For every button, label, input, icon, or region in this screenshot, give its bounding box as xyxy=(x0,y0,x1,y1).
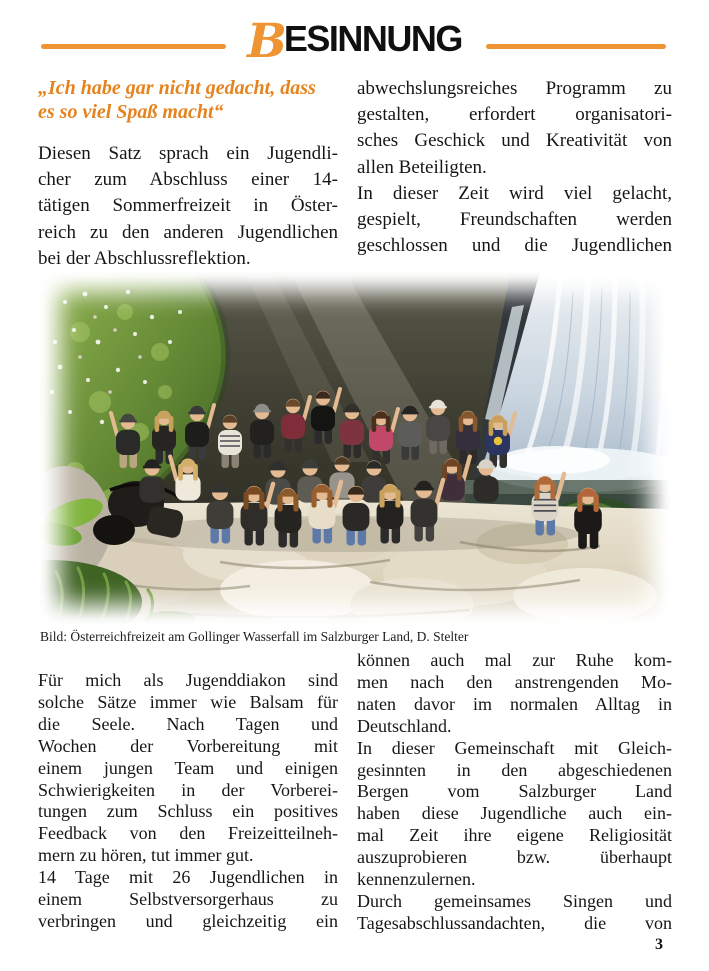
text-line: können auch mal zur Ruhe kom- xyxy=(357,650,672,670)
column-right-bottom xyxy=(357,650,672,935)
text-line: Feedback von den Freizeitteilneh- xyxy=(38,823,338,844)
pull-quote-line: „Ich habe gar nicht gedacht, dass xyxy=(38,77,316,99)
text-line: In dieser Gemeinschaft mit Gleich- xyxy=(357,737,672,758)
group-photo-illustration xyxy=(40,272,670,624)
page-title xyxy=(0,14,709,69)
text-line: mal Zeit ihre eigene Religiosität xyxy=(357,825,672,846)
text-line: In dieser Zeit wird viel gelacht, xyxy=(357,182,672,204)
text-line: gestalten, erfordert organisatori- xyxy=(357,104,672,126)
text-line: allen Beteiligten. xyxy=(357,156,487,178)
page-title-initial: B xyxy=(247,14,284,69)
text-line: mern zu hören, tut immer gut. xyxy=(38,845,254,866)
text-line: Durch gemeinsames Singen und xyxy=(357,890,672,911)
text-line: haben diese Jugendliche auch ein- xyxy=(357,803,672,824)
text-line: gespielt, Freundschaften werden xyxy=(357,209,672,231)
text-line: 14 Tage mit 26 Jugendlichen in xyxy=(38,867,338,888)
text-line: cher zum Abschluss einer 14- xyxy=(38,169,338,191)
photo-caption: Bild: Österreichfreizeit am Gollinger Wasserfall im Salzburger Land, D. Stelter xyxy=(40,629,469,644)
text-line: Deutschland. xyxy=(357,715,452,736)
text-line: bei der Abschlussreflektion. xyxy=(38,247,251,269)
pull-quote xyxy=(38,76,350,124)
text-line: Bergen vom Salzburger Land xyxy=(357,781,672,802)
text-line: gesinnten in den abgeschiedenen xyxy=(357,759,672,780)
page-title-rest: ESINNUNG xyxy=(283,18,462,59)
text-line: men nach den anstrengenden Mo- xyxy=(357,671,672,692)
text-line: auszuprobieren bzw. überhaupt xyxy=(357,847,672,868)
text-line: einem Selbstversorgerhaus zu xyxy=(38,889,338,910)
text-line: reich zu den anderen Jugendlichen xyxy=(38,221,338,243)
text-line: Tagesabschlussandachten, die von xyxy=(357,912,672,933)
text-line: Für mich als Jugenddiakon sind xyxy=(38,670,338,690)
text-line: verbringen und gleichzeitig ein xyxy=(38,910,338,931)
text-line: Schwierigkeiten in der Vorberei- xyxy=(38,779,338,800)
column-left-top xyxy=(38,141,338,272)
text-line: kennenzulernen. xyxy=(357,869,476,890)
page-number: 3 xyxy=(655,936,663,953)
text-line: solche Sätze immer wie Balsam für xyxy=(38,691,338,712)
column-left-bottom xyxy=(38,670,338,933)
column-right-top xyxy=(357,76,672,259)
text-line: naten davor im normalen Alltag in xyxy=(357,693,672,714)
text-line: tungen zum Schluss ein positives xyxy=(38,801,338,822)
text-line: tätigen Sommerfreizeit in Öster- xyxy=(38,195,338,217)
text-line: Diesen Satz sprach ein Jugendli- xyxy=(38,143,338,164)
text-line: Wochen der Vorbereitung mit xyxy=(38,735,338,756)
pull-quote-line: es so viel Spaß macht“ xyxy=(38,101,224,123)
text-line: abwechslungsreiches Programm zu xyxy=(357,78,672,99)
group-photo xyxy=(40,272,670,624)
text-line: sches Geschick und Kreativität von xyxy=(357,130,672,152)
text-line: die Seele. Nach Tagen und xyxy=(38,713,338,734)
text-line: einem jungen Team und einigen xyxy=(38,757,338,778)
text-line: geschlossen und die Jugendlichen xyxy=(357,235,672,257)
